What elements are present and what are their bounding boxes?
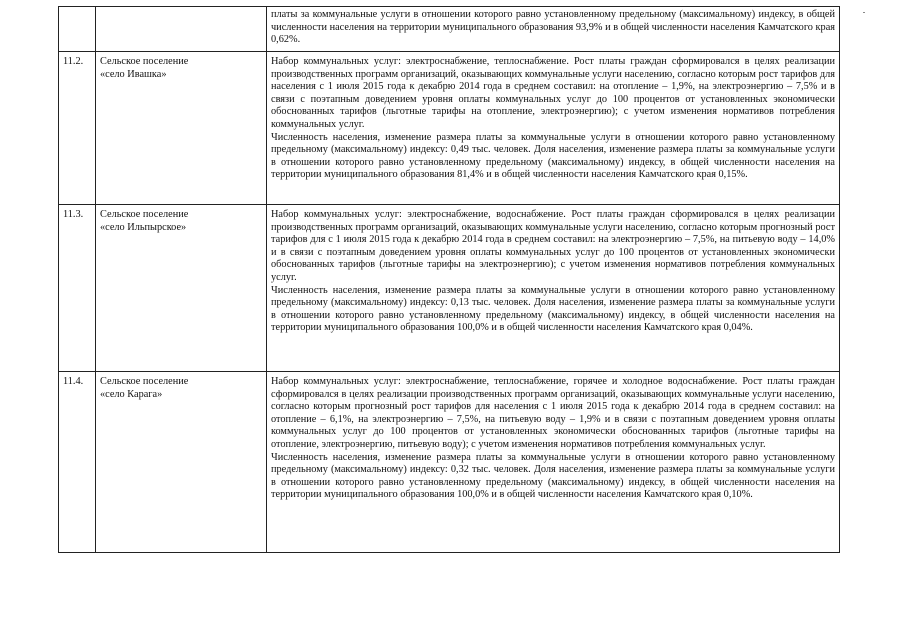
settlement-name (96, 372, 267, 553)
services-paragraph: Набор коммунальных услуг: электроснабжение, теплоснабжение, горячее и холодное водоснабжение. Рост платы граждан сформировался в целях реализации производственных программ организаций, оказывающих коммунальные услуги населению, согласно которым прогнозный рост тарифов для населения с 1 июля 2015 года к декабрю 2014 года в среднем составил: на отопление – 6,1%, на электроэнергию – 7,5%, на питьевую воду – 1,9% и в связи с поэтапным доведением уровня оплаты коммунальных услуг до 100 процентов от установленных экономически обоснованных тарифов (льготные тарифы на отопление, электроэнергию, питьевую воду); с учетом изменения нормативов потребления коммунальных услуг. (271, 376, 835, 450)
population-paragraph: Численность населения, изменение размера платы за коммунальные услуги в отношении которого равно установленному предельному (максимальному) индексу: 0,49 тыс. человек. Доля населения, изменение размера платы за коммунальные услуги в отношении которого равно установленному предельному (максимальному) индексу, в общей численности населения на территории муниципального образования 81,4% и в общей численности населения Камчатского края 0,15%. (271, 131, 835, 181)
row-number (59, 7, 96, 52)
row-number: 11.2. (59, 52, 96, 205)
municipal-tariff-table (58, 6, 840, 553)
settlement-name (96, 205, 267, 372)
settlement-title: «село Ивашка» (100, 68, 167, 80)
description-cell (267, 205, 840, 372)
table-row (59, 372, 840, 553)
population-paragraph: Численность населения, изменение размера платы за коммунальные услуги в отношении которого равно установленному предельному (максимальному) индексу: 0,32 тыс. человек. Доля населения, изменение размера платы за коммунальные услуги в отношении которого равно установленному предельному (максимальному) индексу, в общей численности населения на территории муниципального образования 100,0% и в общей численности населения Камчатского края 0,10%. (271, 451, 835, 501)
description-cell (267, 52, 840, 205)
description-cell (267, 7, 840, 52)
settlement-name (96, 52, 267, 205)
settlement-title: «село Ильпырское» (100, 221, 187, 233)
settlement-title: «село Карага» (100, 388, 163, 400)
table-row (59, 205, 840, 372)
scan-mark (863, 12, 865, 13)
population-paragraph: Численность населения, изменение размера платы за коммунальные услуги в отношении которого равно установленному предельному (максимальному) индексу: 0,13 тыс. человек. Доля населения, изменение размера платы за коммунальные услуги в отношении которого равно установленному предельному (максимальному) индексу, в общей численности населения на территории муниципального образования 100,0% и в общей численности населения Камчатского края 0,04%. (271, 284, 835, 334)
row-number: 11.3. (59, 205, 96, 372)
settlement-type: Сельское поселение (100, 56, 189, 67)
settlement-name (96, 7, 267, 52)
row-number: 11.4. (59, 372, 96, 553)
description-cell (267, 372, 840, 553)
settlement-type: Сельское поселение (100, 376, 189, 387)
services-paragraph: Набор коммунальных услуг: электроснабжение, водоснабжение. Рост платы граждан сформировался в целях реализации производственных программ организаций, оказывающих коммунальные услуги населению, согласно которым прогнозный рост тарифов для с 1 июля 2015 года к декабрю 2014 года в среднем составил: на электроэнергию – 7,5%, на питьевую воду – 14,0% и в связи с поэтапным доведением уровня оплаты коммунальных услуг до 100 процентов от установленных экономически обоснованных тарифов (льготные тарифы на электроэнергию); с учетом изменения нормативов потребления коммунальных услуг. (271, 209, 835, 283)
settlement-type: Сельское поселение (100, 209, 189, 220)
services-paragraph: Набор коммунальных услуг: электроснабжение, теплоснабжение. Рост платы граждан сформировался в целях реализации производственных программ организаций, оказывающих коммунальные услуги населению, согласно которым рост тарифов для населения с 1 июля 2015 года к декабрю 2014 года в среднем составил: на отопление – 1,9%, на электроэнергию – 7,5% и в связи с поэтапным доведением уровня оплаты коммунальных услуг до 100 процентов от установленных экономически обоснованных тарифов (льготные тарифы на отопление, электроэнергию); с учетом изменения нормативов потребления коммунальных услуг. (271, 56, 835, 130)
table-row (59, 52, 840, 205)
services-paragraph: платы за коммунальные услуги в отношении которого равно установленному предельному (максимальному) индексу, в общей численности населения на территории муниципального образования 93,9% и в общей численности населения Камчатского края 0,62%. (271, 9, 835, 46)
table-row (59, 7, 840, 52)
